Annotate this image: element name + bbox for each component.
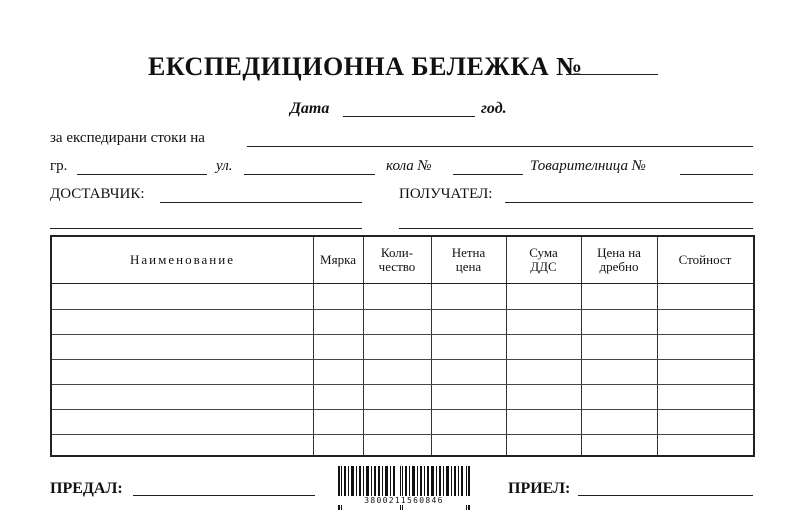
- table-row[interactable]: [52, 334, 753, 335]
- year-label: год.: [481, 100, 507, 117]
- header-vat-amount: Сума ДДС: [529, 245, 558, 274]
- header-unit: Мярка: [320, 252, 356, 267]
- received-signature-field[interactable]: [578, 495, 753, 496]
- document-title: [148, 52, 583, 82]
- supplier-field-1[interactable]: [160, 202, 362, 203]
- street-label: ул.: [216, 158, 233, 174]
- note-number-field[interactable]: [566, 74, 658, 75]
- supplier-label: ДОСТАВЧИК:: [50, 186, 145, 202]
- header-value: Стойност: [678, 252, 732, 267]
- city-field[interactable]: [77, 174, 207, 175]
- supplier-field-2[interactable]: [50, 228, 362, 229]
- header-quantity: Коли- чество: [378, 245, 416, 274]
- goods-field[interactable]: [247, 146, 753, 147]
- handed-signature-field[interactable]: [133, 495, 315, 496]
- table-row[interactable]: [52, 309, 753, 310]
- barcode-digits: 3800211560846: [338, 496, 470, 505]
- city-label: гр.: [50, 158, 68, 174]
- title-text: ЕКСПЕДИЦИОННА БЕЛЕЖКА №: [148, 52, 583, 81]
- date-field[interactable]: [343, 116, 475, 117]
- recipient-field-1[interactable]: [505, 202, 753, 203]
- goods-label: за експедирани стоки на: [50, 130, 205, 146]
- table-row[interactable]: [52, 359, 753, 360]
- received-label: ПРИЕЛ:: [508, 480, 571, 497]
- header-name: Наименование: [130, 252, 235, 267]
- waybill-label: Товарителница №: [530, 158, 646, 174]
- table-row[interactable]: [52, 384, 753, 385]
- handed-label: ПРЕДАЛ:: [50, 480, 123, 497]
- header-net-price: Нетна цена: [451, 245, 486, 274]
- date-label: Дата: [290, 100, 330, 117]
- recipient-field-2[interactable]: [399, 228, 753, 229]
- goods-table: [50, 235, 755, 457]
- table-row[interactable]: [52, 283, 753, 284]
- header-retail-price: Цена на дребно: [597, 245, 641, 274]
- car-number-field[interactable]: [453, 174, 523, 175]
- car-label: кола №: [386, 158, 432, 174]
- recipient-label: ПОЛУЧАТЕЛ:: [399, 186, 493, 202]
- table-row[interactable]: [52, 434, 753, 435]
- street-field[interactable]: [244, 174, 375, 175]
- table-row[interactable]: [52, 409, 753, 410]
- waybill-field[interactable]: [680, 174, 753, 175]
